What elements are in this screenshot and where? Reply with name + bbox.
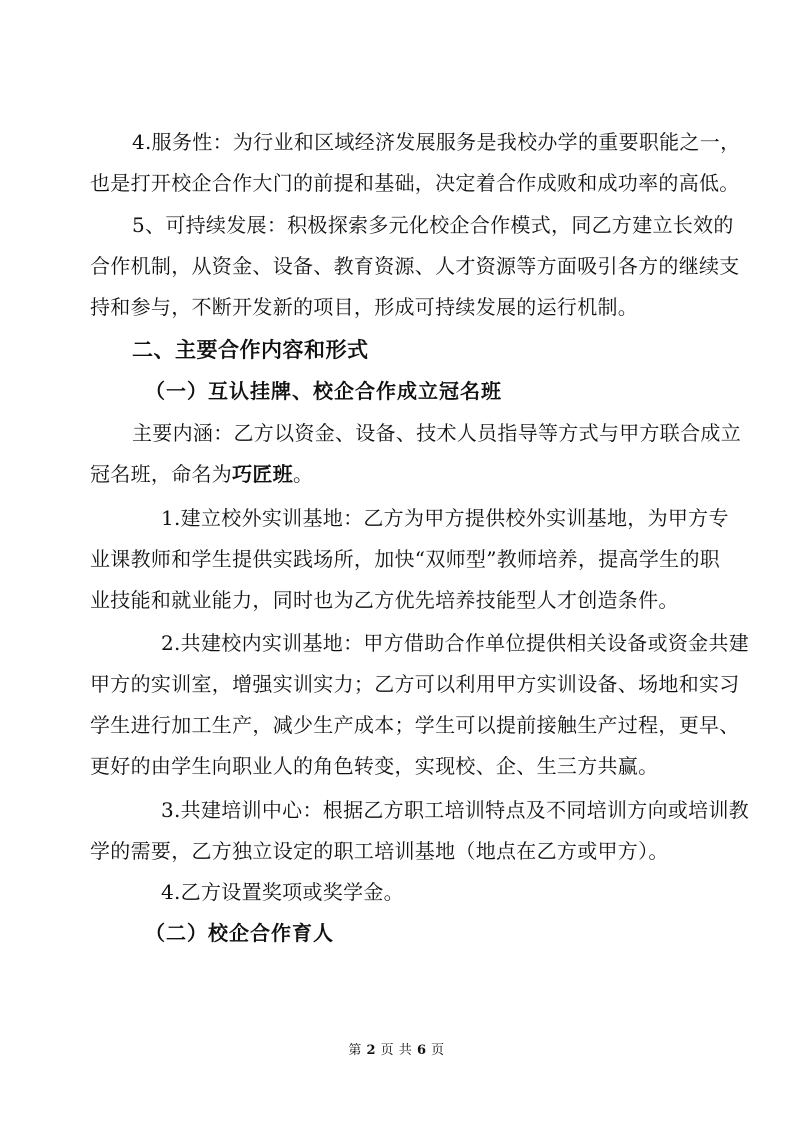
item-1-line-2: 业课教师和学生提供实践场所，加快“双师型”教师培养，提高学生的职 [90,547,721,571]
item-2-line-1: 2.共建校内实训基地：甲方借助合作单位提供相关设备或资金共建 [161,631,750,655]
paragraph-service-line-2: 也是打开校企合作大门的前提和基础，决定着合作成败和成功率的高低。 [90,171,740,195]
paragraph-sustainable-line-1: 5、可持续发展：积极探索多元化校企合作模式，同乙方建立长效的 [132,213,734,237]
footer-prefix: 第 [348,1043,362,1058]
connotation-end: 。 [293,462,314,486]
subsection-heading-2: （二）校企合作育人 [145,921,334,945]
footer-middle: 页 共 [380,1043,413,1058]
page-footer [0,1043,793,1059]
footer-page-number: 2 [366,1043,377,1058]
subsection-heading-1: （一）互认挂牌、校企合作成立冠名班 [145,379,502,403]
item-1-line-3: 业技能和就业能力，同时也为乙方优先培养技能型人才创造条件。 [90,588,679,612]
footer-suffix: 页 [431,1043,445,1058]
class-name-bold: 巧匠班 [232,462,294,486]
paragraph-service-line-1: 4.服务性：为行业和区域经济发展服务是我校办学的重要职能之一， [132,130,741,154]
item-2-line-2: 甲方的实训室，增强实训实力；乙方可以利用甲方实训设备、场地和实习 [90,672,740,696]
item-2-line-4: 更好的由学生向职业人的角色转变，实现校、企、生三方共赢。 [90,754,659,778]
section-heading: 二、主要合作内容和形式 [132,338,369,362]
item-4-line-1: 4.乙方设置奖项或奖学金。 [161,880,404,904]
item-2-line-3: 学生进行加工生产，减少生产成本；学生可以提前接触生产过程，更早、 [90,713,740,737]
paragraph-sustainable-line-3: 持和参与，不断开发新的项目，形成可持续发展的运行机制。 [90,295,639,319]
connotation-text: 冠名班，命名为 [90,462,233,486]
paragraph-connotation-line-1: 主要内涵：乙方以资金、设备、技术人员指导等方式与甲方联合成立 [132,421,741,445]
paragraph-connotation-line-2 [90,461,313,487]
paragraph-sustainable-line-2: 合作机制，从资金、设备、教育资源、人才资源等方面吸引各方的继续支 [90,254,740,278]
item-3-line-2: 学的需要，乙方独立设定的职工培训基地（地点在乙方或甲方）。 [90,839,669,863]
item-3-line-1: 3.共建培训中心：根据乙方职工培训特点及不同培训方向或培训教 [161,798,750,822]
item-1-line-1: 1.建立校外实训基地：乙方为甲方提供校外实训基地，为甲方专 [161,506,729,530]
footer-total-pages: 6 [416,1043,427,1058]
